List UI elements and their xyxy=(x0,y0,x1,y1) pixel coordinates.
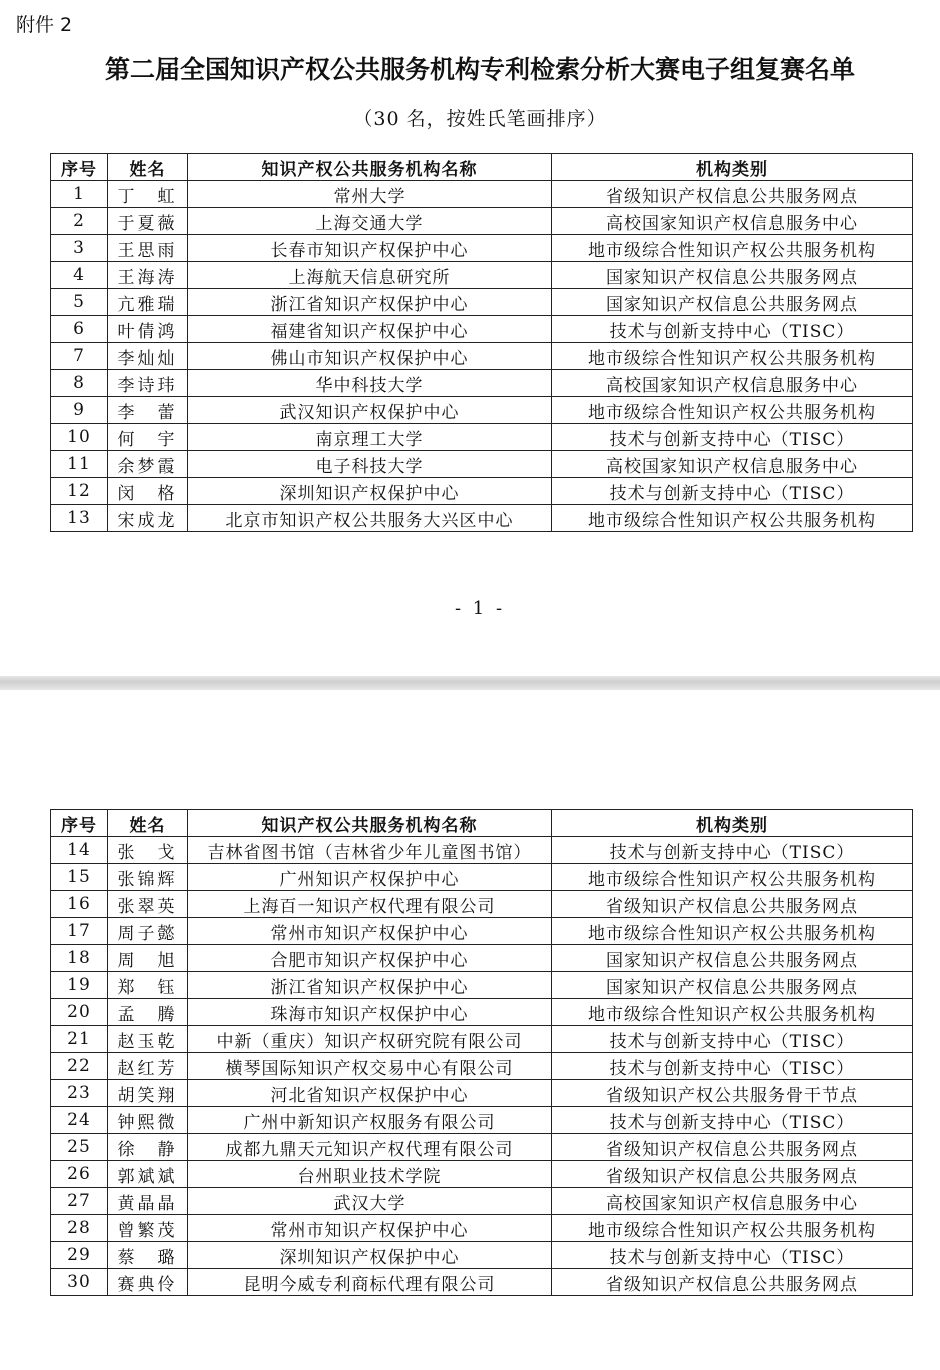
cell-number: 10 xyxy=(51,424,108,451)
cell-category: 省级知识产权信息公共服务网点 xyxy=(552,1161,913,1188)
cell-number: 28 xyxy=(51,1215,108,1242)
cell-number: 18 xyxy=(51,945,108,972)
cell-category: 国家知识产权信息公共服务网点 xyxy=(552,945,913,972)
header-number: 序号 xyxy=(51,154,108,181)
cell-organization: 上海航天信息研究所 xyxy=(188,262,552,289)
header-organization: 知识产权公共服务机构名称 xyxy=(188,810,552,837)
cell-name: 赵玉乾 xyxy=(108,1026,188,1053)
cell-name: 胡笑翔 xyxy=(108,1080,188,1107)
cell-number: 19 xyxy=(51,972,108,999)
cell-organization: 常州市知识产权保护中心 xyxy=(188,918,552,945)
cell-number: 13 xyxy=(51,505,108,532)
header-name: 姓名 xyxy=(108,154,188,181)
table-row xyxy=(51,1161,913,1188)
table-row xyxy=(51,1269,913,1296)
cell-number: 27 xyxy=(51,1188,108,1215)
cell-number: 29 xyxy=(51,1242,108,1269)
cell-name: 赛典伶 xyxy=(108,1269,188,1296)
cell-number: 5 xyxy=(51,289,108,316)
cell-organization: 上海百一知识产权代理有限公司 xyxy=(188,891,552,918)
document-title: 第二届全国知识产权公共服务机构专利检索分析大赛电子组复赛名单 xyxy=(104,55,855,84)
cell-category: 省级知识产权信息公共服务网点 xyxy=(552,181,913,208)
finalist-table-page-1 xyxy=(50,153,913,532)
header-category: 机构类别 xyxy=(552,154,913,181)
cell-name: 于夏薇 xyxy=(108,208,188,235)
cell-organization: 福建省知识产权保护中心 xyxy=(188,316,552,343)
table-row xyxy=(51,451,913,478)
cell-number: 3 xyxy=(51,235,108,262)
attachment-label: 附件 2 xyxy=(16,14,73,36)
page-separator xyxy=(0,676,940,690)
cell-number: 14 xyxy=(51,837,108,864)
cell-category: 地市级综合性知识产权公共服务机构 xyxy=(552,505,913,532)
cell-number: 2 xyxy=(51,208,108,235)
cell-number: 15 xyxy=(51,864,108,891)
cell-organization: 浙江省知识产权保护中心 xyxy=(188,289,552,316)
table-row xyxy=(51,891,913,918)
cell-category: 技术与创新支持中心（TISC） xyxy=(552,316,913,343)
cell-name: 徐 静 xyxy=(108,1134,188,1161)
cell-name: 李诗玮 xyxy=(108,370,188,397)
table-header-row xyxy=(51,810,913,837)
cell-name: 闵 格 xyxy=(108,478,188,505)
table-row xyxy=(51,235,913,262)
cell-name: 亢雅瑞 xyxy=(108,289,188,316)
cell-category: 地市级综合性知识产权公共服务机构 xyxy=(552,864,913,891)
cell-organization: 台州职业技术学院 xyxy=(188,1161,552,1188)
cell-organization: 常州市知识产权保护中心 xyxy=(188,1215,552,1242)
cell-number: 4 xyxy=(51,262,108,289)
cell-category: 高校国家知识产权信息服务中心 xyxy=(552,208,913,235)
cell-organization: 深圳知识产权保护中心 xyxy=(188,1242,552,1269)
cell-category: 地市级综合性知识产权公共服务机构 xyxy=(552,918,913,945)
cell-organization: 中新（重庆）知识产权研究院有限公司 xyxy=(188,1026,552,1053)
cell-name: 张锦辉 xyxy=(108,864,188,891)
table-row xyxy=(51,262,913,289)
cell-organization: 珠海市知识产权保护中心 xyxy=(188,999,552,1026)
header-number: 序号 xyxy=(51,810,108,837)
cell-category: 技术与创新支持中心（TISC） xyxy=(552,1242,913,1269)
header-category: 机构类别 xyxy=(552,810,913,837)
table-row xyxy=(51,424,913,451)
cell-organization: 上海交通大学 xyxy=(188,208,552,235)
header-name: 姓名 xyxy=(108,810,188,837)
cell-name: 李 蕾 xyxy=(108,397,188,424)
cell-organization: 浙江省知识产权保护中心 xyxy=(188,972,552,999)
cell-organization: 武汉知识产权保护中心 xyxy=(188,397,552,424)
table-row xyxy=(51,1134,913,1161)
document-page-2 xyxy=(0,690,940,1370)
cell-organization: 华中科技大学 xyxy=(188,370,552,397)
table-row xyxy=(51,343,913,370)
cell-number: 11 xyxy=(51,451,108,478)
cell-category: 技术与创新支持中心（TISC） xyxy=(552,478,913,505)
cell-category: 省级知识产权信息公共服务网点 xyxy=(552,1134,913,1161)
cell-number: 22 xyxy=(51,1053,108,1080)
cell-name: 赵红芳 xyxy=(108,1053,188,1080)
table-row xyxy=(51,1080,913,1107)
header-organization: 知识产权公共服务机构名称 xyxy=(188,154,552,181)
cell-category: 技术与创新支持中心（TISC） xyxy=(552,837,913,864)
cell-category: 技术与创新支持中心（TISC） xyxy=(552,1107,913,1134)
cell-organization: 合肥市知识产权保护中心 xyxy=(188,945,552,972)
table-row xyxy=(51,918,913,945)
table-row xyxy=(51,1242,913,1269)
cell-number: 6 xyxy=(51,316,108,343)
cell-category: 省级知识产权信息公共服务网点 xyxy=(552,1269,913,1296)
cell-organization: 吉林省图书馆（吉林省少年儿童图书馆） xyxy=(188,837,552,864)
cell-number: 20 xyxy=(51,999,108,1026)
cell-name: 叶倩鸿 xyxy=(108,316,188,343)
cell-category: 高校国家知识产权信息服务中心 xyxy=(552,451,913,478)
cell-organization: 佛山市知识产权保护中心 xyxy=(188,343,552,370)
cell-number: 21 xyxy=(51,1026,108,1053)
table-row xyxy=(51,478,913,505)
table-row xyxy=(51,289,913,316)
table-row xyxy=(51,1026,913,1053)
table-row xyxy=(51,1107,913,1134)
cell-category: 地市级综合性知识产权公共服务机构 xyxy=(552,1215,913,1242)
cell-category: 国家知识产权信息公共服务网点 xyxy=(552,262,913,289)
cell-organization: 昆明今威专利商标代理有限公司 xyxy=(188,1269,552,1296)
table-row xyxy=(51,999,913,1026)
cell-category: 地市级综合性知识产权公共服务机构 xyxy=(552,999,913,1026)
cell-category: 技术与创新支持中心（TISC） xyxy=(552,424,913,451)
cell-number: 30 xyxy=(51,1269,108,1296)
cell-organization: 武汉大学 xyxy=(188,1188,552,1215)
document-page-1 xyxy=(0,0,940,676)
cell-name: 丁 虹 xyxy=(108,181,188,208)
cell-number: 17 xyxy=(51,918,108,945)
table-row xyxy=(51,397,913,424)
cell-category: 地市级综合性知识产权公共服务机构 xyxy=(552,397,913,424)
table-row xyxy=(51,505,913,532)
page-number: - 1 - xyxy=(454,598,506,619)
cell-organization: 广州知识产权保护中心 xyxy=(188,864,552,891)
cell-category: 省级知识产权公共服务骨干节点 xyxy=(552,1080,913,1107)
cell-organization: 河北省知识产权保护中心 xyxy=(188,1080,552,1107)
finalist-table-page-2 xyxy=(50,809,913,1296)
cell-name: 周子懿 xyxy=(108,918,188,945)
cell-number: 26 xyxy=(51,1161,108,1188)
cell-organization: 长春市知识产权保护中心 xyxy=(188,235,552,262)
table-row xyxy=(51,370,913,397)
cell-name: 王思雨 xyxy=(108,235,188,262)
cell-number: 23 xyxy=(51,1080,108,1107)
cell-number: 9 xyxy=(51,397,108,424)
document-subtitle: （30 名，按姓氏笔画排序） xyxy=(353,108,607,130)
cell-number: 25 xyxy=(51,1134,108,1161)
table-row xyxy=(51,1053,913,1080)
table-row xyxy=(51,1215,913,1242)
cell-number: 16 xyxy=(51,891,108,918)
cell-organization: 北京市知识产权公共服务大兴区中心 xyxy=(188,505,552,532)
cell-number: 24 xyxy=(51,1107,108,1134)
cell-number: 8 xyxy=(51,370,108,397)
table-row xyxy=(51,945,913,972)
cell-category: 国家知识产权信息公共服务网点 xyxy=(552,972,913,999)
cell-category: 地市级综合性知识产权公共服务机构 xyxy=(552,343,913,370)
table-row xyxy=(51,972,913,999)
cell-category: 省级知识产权信息公共服务网点 xyxy=(552,891,913,918)
cell-organization: 常州大学 xyxy=(188,181,552,208)
table-row xyxy=(51,208,913,235)
cell-category: 地市级综合性知识产权公共服务机构 xyxy=(552,235,913,262)
cell-name: 李灿灿 xyxy=(108,343,188,370)
cell-name: 张 戈 xyxy=(108,837,188,864)
table-header-row xyxy=(51,154,913,181)
cell-name: 郑 钰 xyxy=(108,972,188,999)
cell-organization: 横琴国际知识产权交易中心有限公司 xyxy=(188,1053,552,1080)
cell-organization: 南京理工大学 xyxy=(188,424,552,451)
table-row xyxy=(51,316,913,343)
cell-organization: 成都九鼎天元知识产权代理有限公司 xyxy=(188,1134,552,1161)
table-row xyxy=(51,837,913,864)
cell-category: 技术与创新支持中心（TISC） xyxy=(552,1053,913,1080)
table-row xyxy=(51,181,913,208)
cell-name: 钟熙微 xyxy=(108,1107,188,1134)
cell-name: 蔡 璐 xyxy=(108,1242,188,1269)
table-row xyxy=(51,864,913,891)
cell-name: 黄晶晶 xyxy=(108,1188,188,1215)
cell-name: 何 宇 xyxy=(108,424,188,451)
cell-category: 技术与创新支持中心（TISC） xyxy=(552,1026,913,1053)
cell-number: 1 xyxy=(51,181,108,208)
cell-name: 孟 腾 xyxy=(108,999,188,1026)
cell-organization: 电子科技大学 xyxy=(188,451,552,478)
table-row xyxy=(51,1188,913,1215)
cell-organization: 深圳知识产权保护中心 xyxy=(188,478,552,505)
cell-name: 郭斌斌 xyxy=(108,1161,188,1188)
cell-name: 张翠英 xyxy=(108,891,188,918)
cell-name: 周 旭 xyxy=(108,945,188,972)
cell-number: 7 xyxy=(51,343,108,370)
cell-name: 王海涛 xyxy=(108,262,188,289)
cell-name: 曾繁茂 xyxy=(108,1215,188,1242)
cell-name: 余梦霞 xyxy=(108,451,188,478)
cell-organization: 广州中新知识产权服务有限公司 xyxy=(188,1107,552,1134)
cell-number: 12 xyxy=(51,478,108,505)
cell-category: 高校国家知识产权信息服务中心 xyxy=(552,370,913,397)
cell-category: 国家知识产权信息公共服务网点 xyxy=(552,289,913,316)
cell-name: 宋成龙 xyxy=(108,505,188,532)
cell-category: 高校国家知识产权信息服务中心 xyxy=(552,1188,913,1215)
